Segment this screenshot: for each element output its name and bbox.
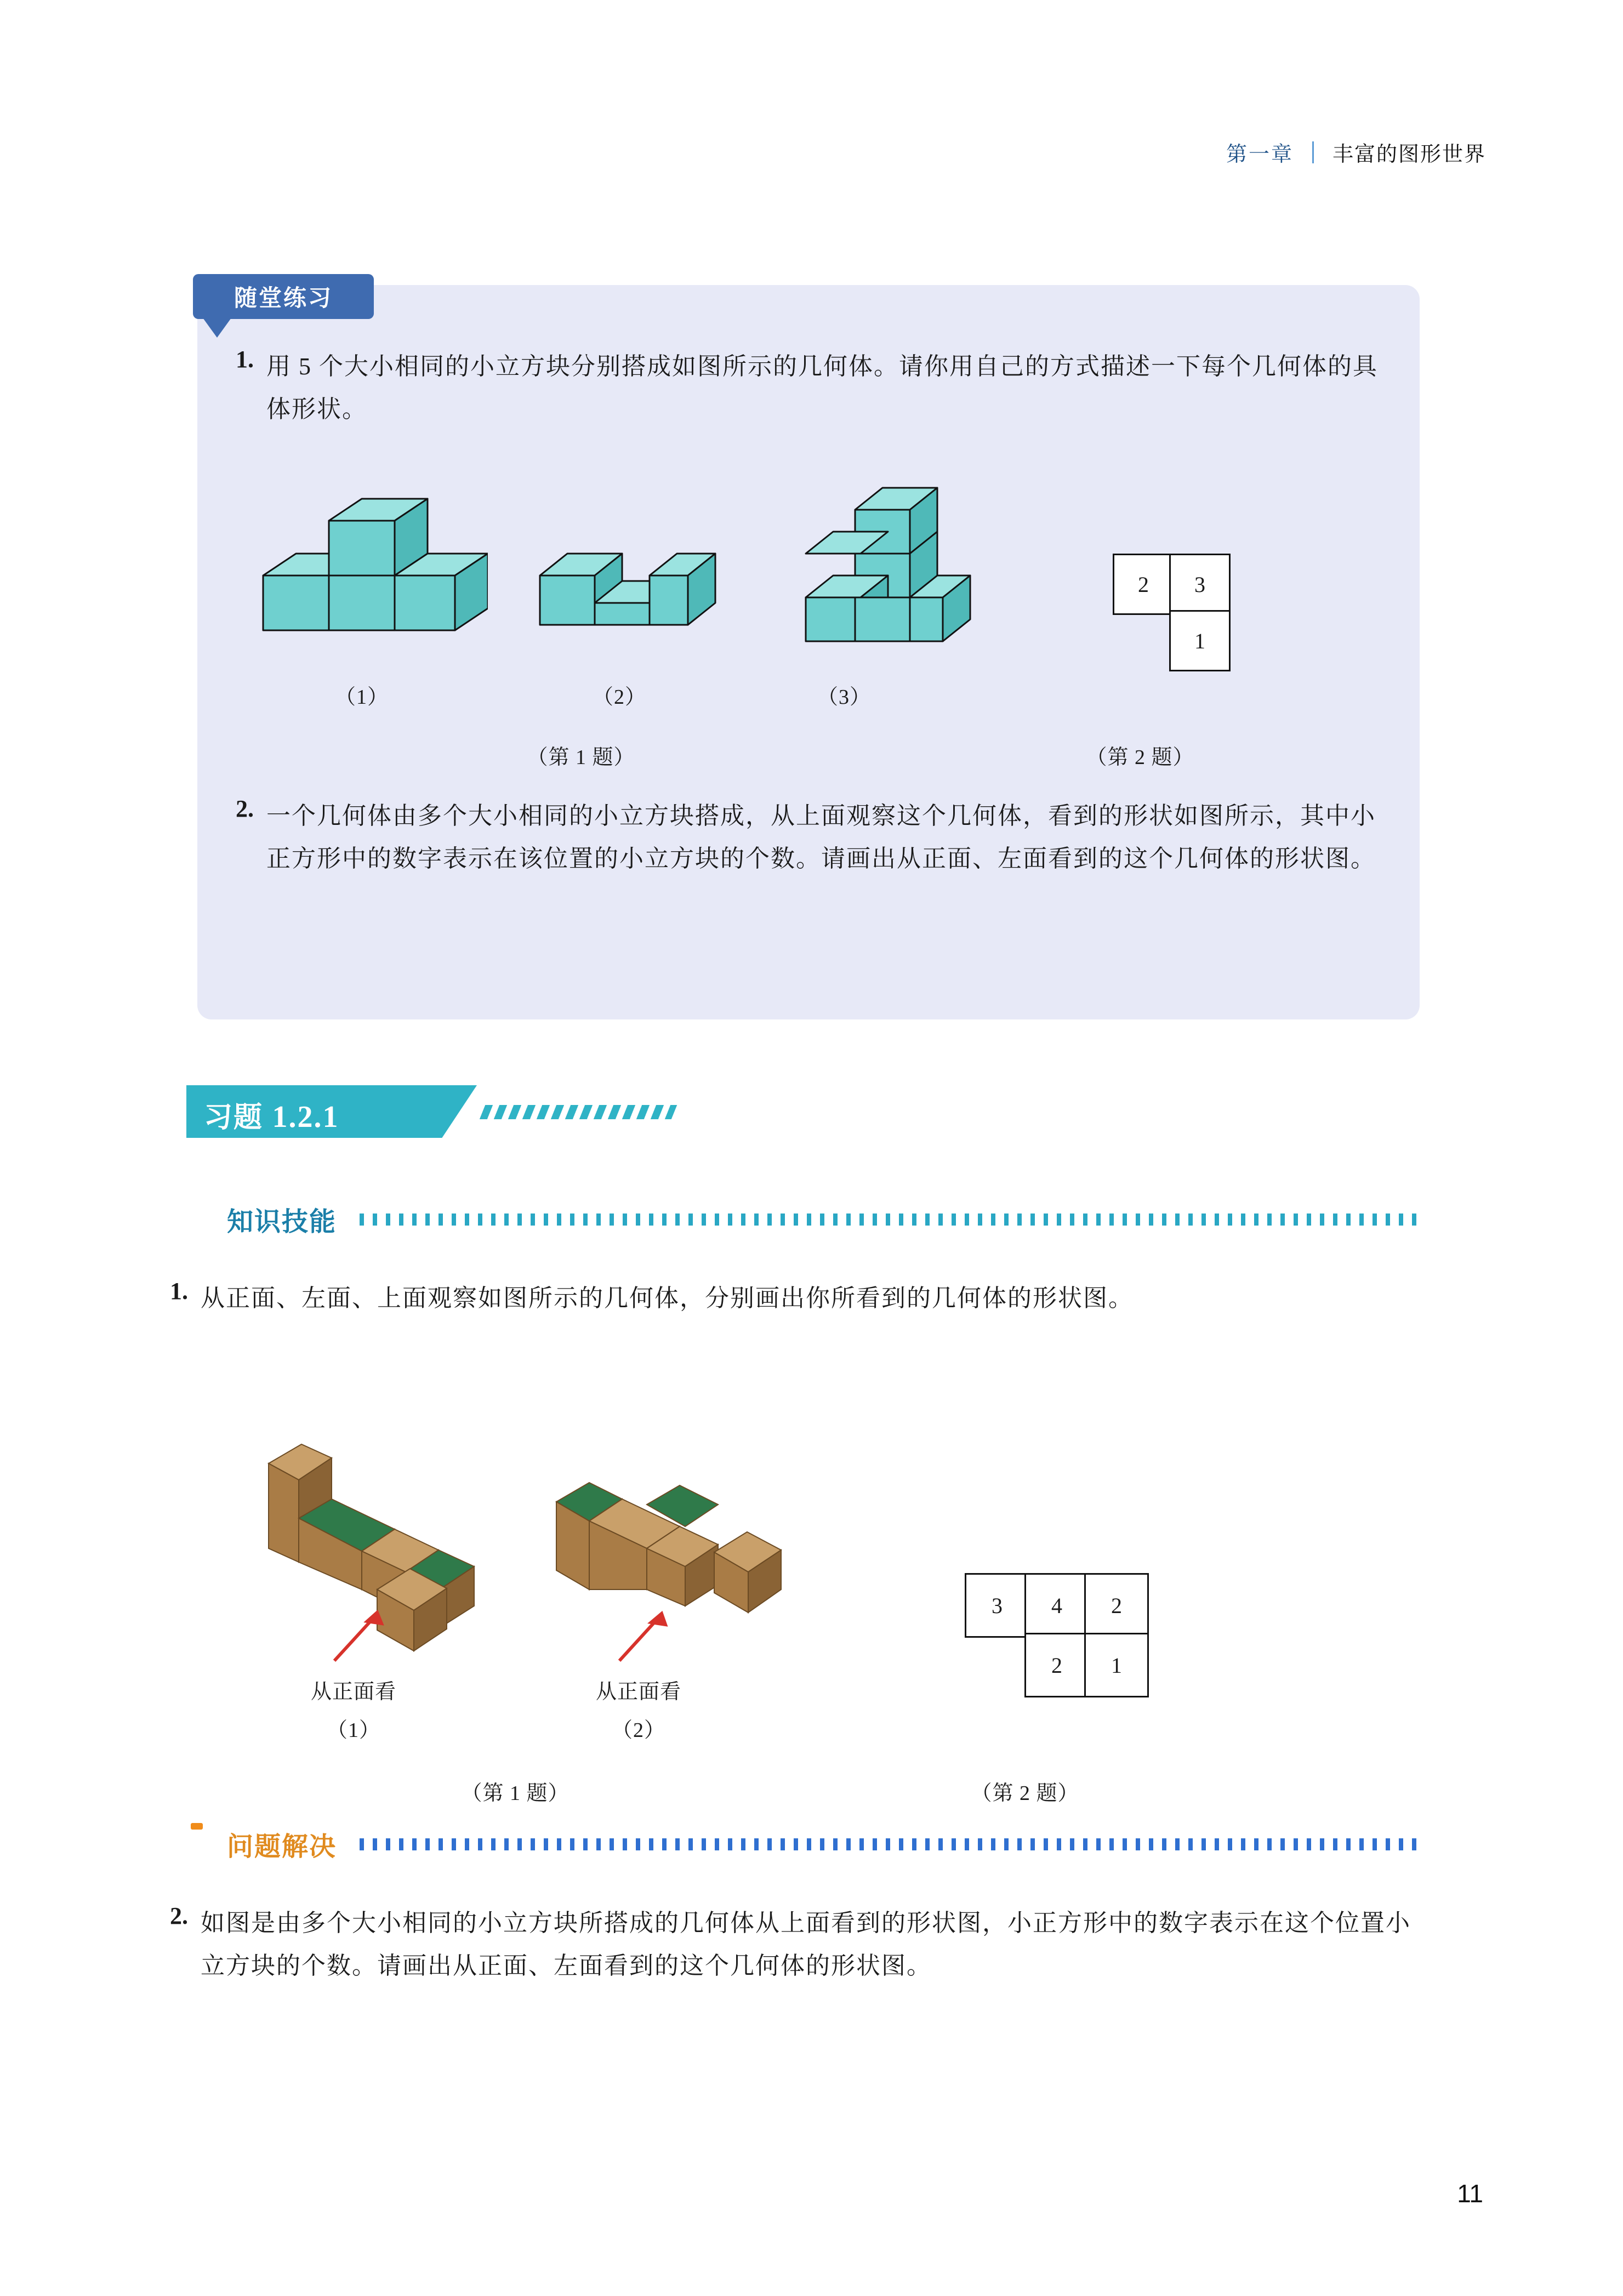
figure-exercise-1-1 (258, 1425, 515, 1672)
banner-text: 习题 (204, 1102, 264, 1133)
page-number: 11 (1457, 2179, 1483, 2208)
figure-label-2: （2） (611, 1719, 665, 1742)
grid-cell: 2 (1084, 1573, 1149, 1638)
practice-grid-figure (1113, 554, 1233, 674)
exercise-caption-q1: （第 1 题） (461, 1782, 570, 1805)
banner-number: 1.2.1 (272, 1100, 339, 1134)
grid-cell: 3 (1169, 554, 1231, 615)
chapter-title: 丰富的图形世界 (1332, 143, 1486, 166)
section-dotted-rule (360, 1213, 1420, 1226)
photo-label-2: 从正面看 (595, 1680, 681, 1704)
exercise-grid-figure (965, 1573, 1151, 1699)
clipboard-check-icon (181, 1828, 215, 1860)
exercise-question-2 (170, 1902, 1425, 1987)
banner-label (204, 1094, 339, 1135)
grid-cell: 1 (1169, 610, 1231, 671)
figure-practice-1-1 (258, 493, 488, 652)
question-number: 1. (236, 346, 254, 373)
section-header-solve (181, 1825, 1420, 1863)
exercise-question-1 (170, 1277, 1425, 1320)
grid-cell: 3 (965, 1573, 1029, 1638)
figure-exercise-1-2 (540, 1425, 798, 1672)
figure-label-3: （3） (817, 686, 871, 709)
figure-label-2: （2） (592, 686, 646, 709)
question-text: 从正面、左面、上面观察如图所示的几何体，分别画出你所看到的几何体的形状图。 (201, 1285, 1134, 1312)
exercise-banner (186, 1085, 789, 1138)
chapter-label: 第一章 (1226, 143, 1294, 166)
question-number: 2. (170, 1902, 188, 1929)
banner-hatch (480, 1105, 677, 1119)
practice-caption-q1: （第 1 题） (527, 746, 635, 769)
practice-question-2 (236, 795, 1392, 880)
question-text: 用 5 个大小相同的小立方块分别搭成如图所示的几何体。请你用自己的方式描述一下每个几何体的具体形状。 (266, 353, 1378, 423)
header-divider (1312, 141, 1314, 163)
section-dotted-rule (360, 1838, 1420, 1850)
page-header (1226, 137, 1486, 167)
practice-question-1 (236, 345, 1387, 431)
figure-label-1: （1） (326, 1719, 380, 1742)
figure-practice-1-3 (800, 482, 976, 658)
question-number: 1. (170, 1278, 188, 1304)
grid-cell: 1 (1084, 1633, 1149, 1697)
question-text: 一个几何体由多个大小相同的小立方块搭成，从上面观察这个几何体，看到的形状如图所示，其中小正方形中的数字表示在该位置的小立方块的个数。请画出从正面、左面看到的这个几何体的形状图。 (266, 802, 1376, 872)
question-text: 如图是由多个大小相同的小立方块所搭成的几何体从上面看到的形状图，小正方形中的数字表示在这个位置小立方块的个数。请画出从正面、左面看到的这个几何体的形状图。 (201, 1910, 1411, 1979)
question-number: 2. (236, 795, 254, 822)
section-title: 问题解决 (227, 1832, 337, 1861)
practice-tab-label: 随堂练习 (193, 274, 374, 319)
book-icon (181, 1204, 215, 1235)
grid-cell: 2 (1024, 1633, 1089, 1697)
figure-practice-1-2 (534, 526, 721, 652)
grid-cell: 2 (1113, 554, 1174, 615)
section-header-skills (181, 1200, 1420, 1238)
photo-label-1: 从正面看 (310, 1680, 396, 1704)
exercise-caption-q2: （第 2 题） (971, 1782, 1079, 1805)
grid-cell: 4 (1024, 1573, 1089, 1638)
section-title: 知识技能 (227, 1207, 337, 1237)
practice-caption-q2: （第 2 题） (1086, 746, 1194, 769)
figure-label-1: （1） (334, 686, 389, 709)
